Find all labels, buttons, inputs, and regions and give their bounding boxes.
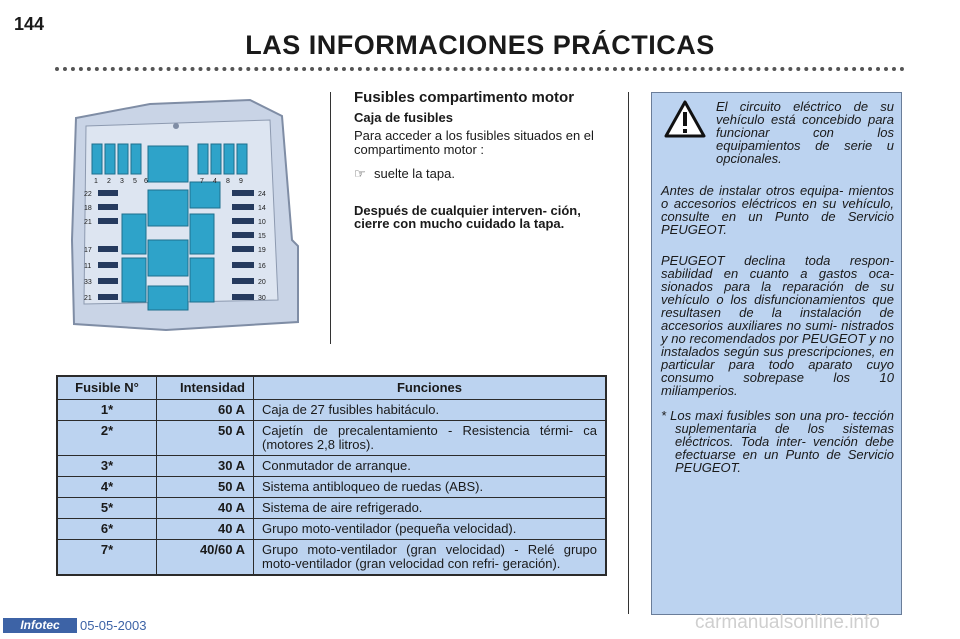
fuse-function: Cajetín de precalentamiento - Resistencia térmi- ca (motores 2,8 litros). — [254, 421, 606, 456]
fuse-label: 11 — [84, 263, 92, 270]
fuse-label: 5 — [133, 178, 137, 185]
info-paragraph: PEUGEOT declina toda respon- sabilidad en cuanto a gastos oca- sionados para la reparación de su vehículo o los disfuncionamientos que resultasen de la instalación de accesorios auxiliares no sumi- nistrados y no recomendados por PEUGEOT y no instalados según sus prescripciones, en particular para todo aparato cuyo consumo sobrepase los 10 miliamperios. — [661, 253, 894, 398]
fuse-label: 15 — [258, 233, 266, 240]
column-header: Funciones — [254, 377, 606, 400]
step-item — [354, 166, 455, 182]
title-divider — [55, 67, 905, 71]
fuse-label: 7 — [200, 178, 204, 185]
fuse-amperage: 40 A — [157, 519, 254, 540]
fuse-label: 3 — [120, 178, 124, 185]
fuse-amperage: 30 A — [157, 456, 254, 477]
fuse-amperage: 40/60 A — [157, 540, 254, 575]
pointing-hand-icon: ☞ — [354, 166, 366, 181]
column-header: Intensidad — [157, 377, 254, 400]
table-row — [58, 421, 605, 456]
fuse-function: Sistema antibloqueo de ruedas (ABS). — [254, 477, 606, 498]
fuse-function: Caja de 27 fusibles habitáculo. — [254, 400, 606, 421]
watermark: carmanualsonline.info — [695, 612, 880, 633]
column-divider — [330, 92, 331, 344]
fuse-label: 9 — [239, 178, 243, 185]
warning-triangle-icon — [664, 100, 706, 138]
fuse-label: 2 — [107, 178, 111, 185]
fuse-function: Sistema de aire refrigerado. — [254, 498, 606, 519]
fuse-number: 3* — [58, 456, 157, 477]
table-row — [58, 477, 605, 498]
info-footnote: * Los maxi fusibles son una pro- tección suplementaria de los sistemas eléctricos. Toda inter- vención debe efectuarse en un Punto de Servicio PEUGEOT. — [661, 408, 894, 475]
fuse-label: 33 — [84, 279, 92, 286]
fuse-number: 1* — [58, 400, 157, 421]
footer-date: 05-05-2003 — [80, 618, 147, 633]
fuse-amperage: 60 A — [157, 400, 254, 421]
fuse-label: 24 — [258, 191, 266, 198]
fuse-label: 1 — [94, 178, 98, 185]
fuse-number: 4* — [58, 477, 157, 498]
page-title: LAS INFORMACIONES PRÁCTICAS — [245, 30, 715, 60]
step-text: suelte la tapa. — [374, 166, 455, 181]
column-header: Fusible N° — [58, 377, 157, 400]
fuse-function: Grupo moto-ventilador (gran velocidad) - Relé grupo moto-ventilador (gran velocidad con refri- geración). — [262, 542, 597, 571]
fuse-label: 6 — [144, 178, 148, 185]
fuse-label: 8 — [226, 178, 230, 185]
column-divider — [628, 92, 629, 614]
fuse-label: 21 — [84, 295, 92, 302]
table-row — [58, 498, 605, 519]
info-warning-text: El circuito eléctrico de su vehículo está concebido para funcionar con los equipamientos de serie u opcionales. — [716, 99, 894, 166]
fuse-amperage: 50 A — [157, 421, 254, 456]
fuse-function: Conmutador de arranque. — [254, 456, 606, 477]
intro-text: Para acceder a los fusibles situados en el compartimento motor : — [354, 128, 594, 157]
fuse-label: 20 — [258, 279, 266, 286]
info-paragraph: Antes de instalar otros equipa- mientos o accesorios eléctricos en su vehículo, consulte en un Punto de Servicio PEUGEOT. — [661, 183, 894, 237]
caution-text: Después de cualquier interven- ción, cierre con mucho cuidado la tapa. — [354, 203, 581, 231]
fuse-label: 19 — [258, 247, 266, 254]
fuse-label: 30 — [258, 295, 266, 302]
fuse-label: 4 — [213, 178, 217, 185]
table-header-row — [58, 377, 605, 400]
fuse-amperage: 50 A — [157, 477, 254, 498]
fuse-table — [58, 377, 605, 574]
section-subtitle: Caja de fusibles — [354, 110, 453, 125]
table-row — [58, 540, 605, 575]
fuse-label: 17 — [84, 247, 92, 254]
section-title: Fusibles compartimento motor — [354, 89, 575, 106]
fuse-label: 14 — [258, 205, 266, 212]
fuse-box-diagram — [70, 90, 300, 340]
infotec-logo: Infotec — [3, 618, 77, 633]
fuse-amperage: 40 A — [157, 498, 254, 519]
table-row — [58, 519, 605, 540]
fuse-label: 10 — [258, 219, 266, 226]
fuse-number: 5* — [58, 498, 157, 519]
fuse-label: 21 — [84, 219, 92, 226]
fuse-label: 18 — [84, 205, 92, 212]
fuse-number: 7* — [58, 540, 157, 575]
fuse-number: 2* — [58, 421, 157, 456]
table-row — [58, 456, 605, 477]
page-number: 144 — [14, 14, 45, 34]
fuse-label: 16 — [258, 263, 266, 270]
table-row — [58, 400, 605, 421]
fuse-function: Grupo moto-ventilador (pequeña velocidad). — [254, 519, 606, 540]
fuse-label: 22 — [84, 191, 92, 198]
fuse-number: 6* — [58, 519, 157, 540]
